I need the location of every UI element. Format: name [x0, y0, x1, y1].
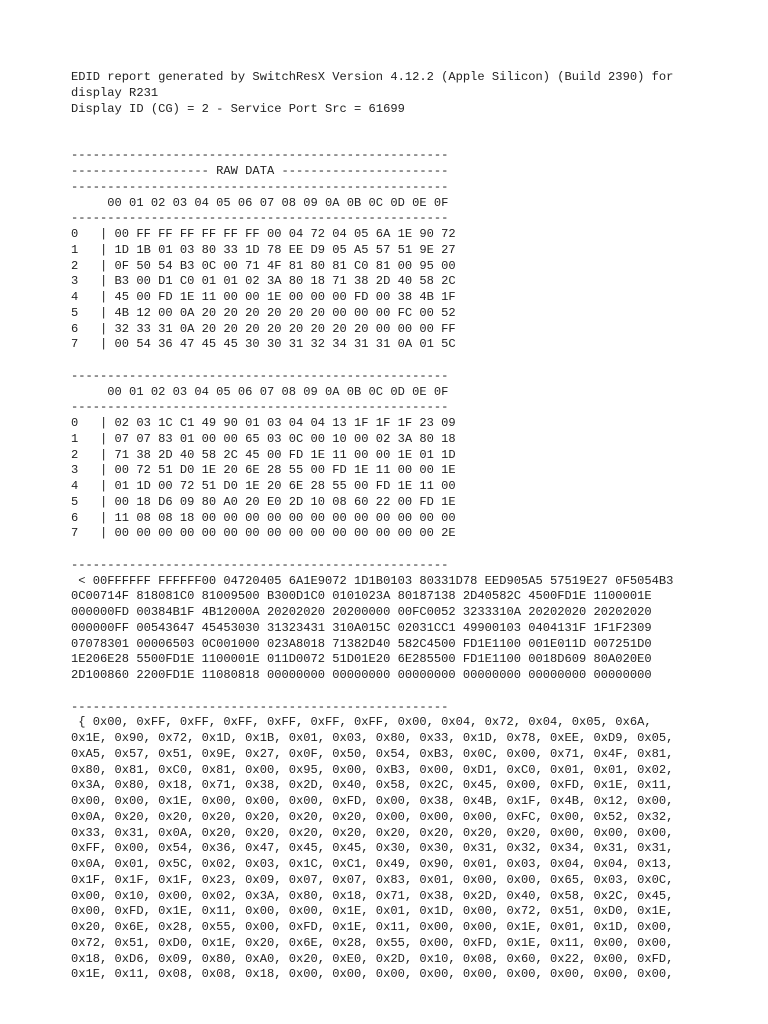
report-display-name: display R231: [71, 85, 159, 100]
c-array-line: 0x80, 0x81, 0xC0, 0x81, 0x00, 0x95, 0x00, 0xB3, 0x00, 0xD1, 0xC0, 0x01, 0x01, 0x02,: [71, 762, 674, 777]
raw-data-row: 4 | 45 00 FD 1E 11 00 00 1E 00 00 00 FD 00 38 4B 1F: [71, 290, 456, 304]
raw-data-block-0: [71, 148, 761, 353]
hex-string-line: 1E206E28 5500FD1E 1100001E 011D0072 51D01E20 6E285500 FD1E1100 0018D609 80A020E0: [71, 652, 652, 667]
c-array-line: 0x3A, 0x80, 0x18, 0x71, 0x38, 0x2D, 0x40, 0x58, 0x2C, 0x45, 0x00, 0xFD, 0x1E, 0x11,: [71, 778, 674, 793]
report-display-id: Display ID (CG) = 2 - Service Port Src = 61699: [71, 101, 405, 116]
hex-string-line: 2D100860 2200FD1E 11080818 00000000 00000000 00000000 00000000 00000000 00000000: [71, 668, 652, 682]
raw-data-column-header: 00 01 02 03 04 05 06 07 08 09 0A 0B 0C 0D 0E 0F: [71, 384, 449, 399]
hex-string-line: 000000FD 00384B1F 4B12000A 20202020 20200000 00FC0052 3233310A 20202020 20202020: [71, 605, 652, 619]
raw-data-line: ----------------------------------------------------: [71, 179, 449, 194]
raw-data-line: ----------------------------------------------------: [71, 400, 449, 415]
hex-string-block: [71, 558, 761, 684]
raw-data-title: ------------------- RAW DATA -----------------------: [71, 164, 449, 178]
report-title-line: EDID report generated by SwitchResX Version 4.12.2 (Apple Silicon) (Build 2390) for: [71, 70, 674, 84]
c-array-line: 0x0A, 0x01, 0x5C, 0x02, 0x03, 0x1C, 0xC1, 0x49, 0x90, 0x01, 0x03, 0x04, 0x04, 0x13,: [71, 857, 674, 871]
c-array-line: 0x72, 0x51, 0xD0, 0x1E, 0x20, 0x6E, 0x28, 0x55, 0x00, 0xFD, 0x1E, 0x11, 0x00, 0x00,: [71, 935, 674, 950]
c-array-line: ----------------------------------------------------: [71, 699, 449, 714]
hex-string-line: 000000FF 00543647 45453030 31323431 310A015C 02031CC1 49900103 0404131F 1F1F2309: [71, 620, 652, 635]
raw-data-line: ----------------------------------------------------: [71, 368, 449, 383]
raw-data-line: ----------------------------------------------------: [71, 211, 449, 226]
raw-data-column-header: 00 01 02 03 04 05 06 07 08 09 0A 0B 0C 0D 0E 0F: [71, 195, 449, 210]
raw-data-line: ----------------------------------------------------: [71, 148, 449, 163]
hex-string-line: ----------------------------------------------------: [71, 557, 449, 572]
edid-report-page: [71, 70, 761, 983]
hex-string-line: 0C00714F 818081C0 81009500 B300D1C0 0101023A 80187138 2D40582C 4500FD1E 1100001E: [71, 589, 652, 604]
raw-data-row: 6 | 11 08 08 18 00 00 00 00 00 00 00 00 00 00 00 00: [71, 510, 456, 525]
c-array-block: [71, 700, 761, 984]
c-array-line: 0x0A, 0x20, 0x20, 0x20, 0x20, 0x20, 0x20, 0x00, 0x00, 0x00, 0xFC, 0x00, 0x52, 0x32,: [71, 809, 674, 824]
raw-data-row: 1 | 1D 1B 01 03 80 33 1D 78 EE D9 05 A5 57 51 9E 27: [71, 242, 456, 257]
c-array-line: 0x00, 0x00, 0x1E, 0x00, 0x00, 0x00, 0xFD, 0x00, 0x38, 0x4B, 0x1F, 0x4B, 0x12, 0x00,: [71, 794, 674, 808]
c-array-line: 0x1E, 0x11, 0x08, 0x08, 0x18, 0x00, 0x00, 0x00, 0x00, 0x00, 0x00, 0x00, 0x00, 0x00,: [71, 967, 674, 982]
c-array-line: 0x00, 0x10, 0x00, 0x02, 0x3A, 0x80, 0x18, 0x71, 0x38, 0x2D, 0x40, 0x58, 0x2C, 0x45,: [71, 888, 674, 903]
raw-data-row: 4 | 01 1D 00 72 51 D0 1E 20 6E 28 55 00 FD 1E 11 00: [71, 479, 456, 493]
raw-data-row: 2 | 0F 50 54 B3 0C 00 71 4F 81 80 81 C0 81 00 95 00: [71, 258, 456, 273]
c-array-line: 0x33, 0x31, 0x0A, 0x20, 0x20, 0x20, 0x20, 0x20, 0x20, 0x20, 0x20, 0x00, 0x00, 0x00,: [71, 825, 674, 840]
raw-data-block-1: [71, 369, 761, 542]
c-array-line: 0xA5, 0x57, 0x51, 0x9E, 0x27, 0x0F, 0x50, 0x54, 0xB3, 0x0C, 0x00, 0x71, 0x4F, 0x81,: [71, 746, 674, 761]
c-array-line: 0x00, 0xFD, 0x1E, 0x11, 0x00, 0x00, 0x1E, 0x01, 0x1D, 0x00, 0x72, 0x51, 0xD0, 0x1E,: [71, 904, 674, 919]
c-array-line: 0x18, 0xD6, 0x09, 0x80, 0xA0, 0x20, 0xE0, 0x2D, 0x10, 0x08, 0x60, 0x22, 0x00, 0xFD,: [71, 951, 674, 966]
raw-data-row: 3 | 00 72 51 D0 1E 20 6E 28 55 00 FD 1E 11 00 00 1E: [71, 463, 456, 478]
raw-data-row: 5 | 00 18 D6 09 80 A0 20 E0 2D 10 08 60 22 00 FD 1E: [71, 494, 456, 509]
raw-data-row: 2 | 71 38 2D 40 58 2C 45 00 FD 1E 11 00 00 1E 01 1D: [71, 447, 456, 462]
raw-data-row: 3 | B3 00 D1 C0 01 01 02 3A 80 18 71 38 2D 40 58 2C: [71, 274, 456, 289]
c-array-line: 0x1F, 0x1F, 0x1F, 0x23, 0x09, 0x07, 0x07, 0x83, 0x01, 0x00, 0x00, 0x65, 0x03, 0x0C,: [71, 872, 674, 887]
c-array-line: { 0x00, 0xFF, 0xFF, 0xFF, 0xFF, 0xFF, 0xFF, 0x00, 0x04, 0x72, 0x04, 0x05, 0x6A,: [71, 715, 652, 730]
hex-string-line: < 00FFFFFF FFFFFF00 04720405 6A1E9072 1D1B0103 80331D78 EED905A5 57519E27 0F5054B3: [71, 573, 674, 588]
raw-data-row: 0 | 00 FF FF FF FF FF FF 00 04 72 04 05 6A 1E 90 72: [71, 227, 456, 241]
raw-data-row: 7 | 00 00 00 00 00 00 00 00 00 00 00 00 00 00 00 2E: [71, 526, 456, 541]
raw-data-row: 1 | 07 07 83 01 00 00 65 03 0C 00 10 00 02 3A 80 18: [71, 431, 456, 446]
raw-data-row: 7 | 00 54 36 47 45 45 30 30 31 32 34 31 31 0A 01 5C: [71, 337, 456, 352]
raw-data-row: 5 | 4B 12 00 0A 20 20 20 20 20 20 00 00 00 FC 00 52: [71, 305, 456, 320]
raw-data-row: 0 | 02 03 1C C1 49 90 01 03 04 04 13 1F 1F 1F 23 09: [71, 416, 456, 430]
c-array-line: 0x20, 0x6E, 0x28, 0x55, 0x00, 0xFD, 0x1E, 0x11, 0x00, 0x00, 0x1E, 0x01, 0x1D, 0x00,: [71, 920, 674, 934]
c-array-line: 0xFF, 0x00, 0x54, 0x36, 0x47, 0x45, 0x45, 0x30, 0x30, 0x31, 0x32, 0x34, 0x31, 0x31,: [71, 841, 674, 856]
report-header: [71, 70, 761, 117]
raw-data-row: 6 | 32 33 31 0A 20 20 20 20 20 20 20 20 00 00 00 FF: [71, 321, 456, 336]
hex-string-line: 07078301 00006503 0C001000 023A8018 71382D40 582C4500 FD1E1100 001E011D 007251D0: [71, 636, 652, 651]
c-array-line: 0x1E, 0x90, 0x72, 0x1D, 0x1B, 0x01, 0x03, 0x80, 0x33, 0x1D, 0x78, 0xEE, 0xD9, 0x05,: [71, 731, 674, 745]
